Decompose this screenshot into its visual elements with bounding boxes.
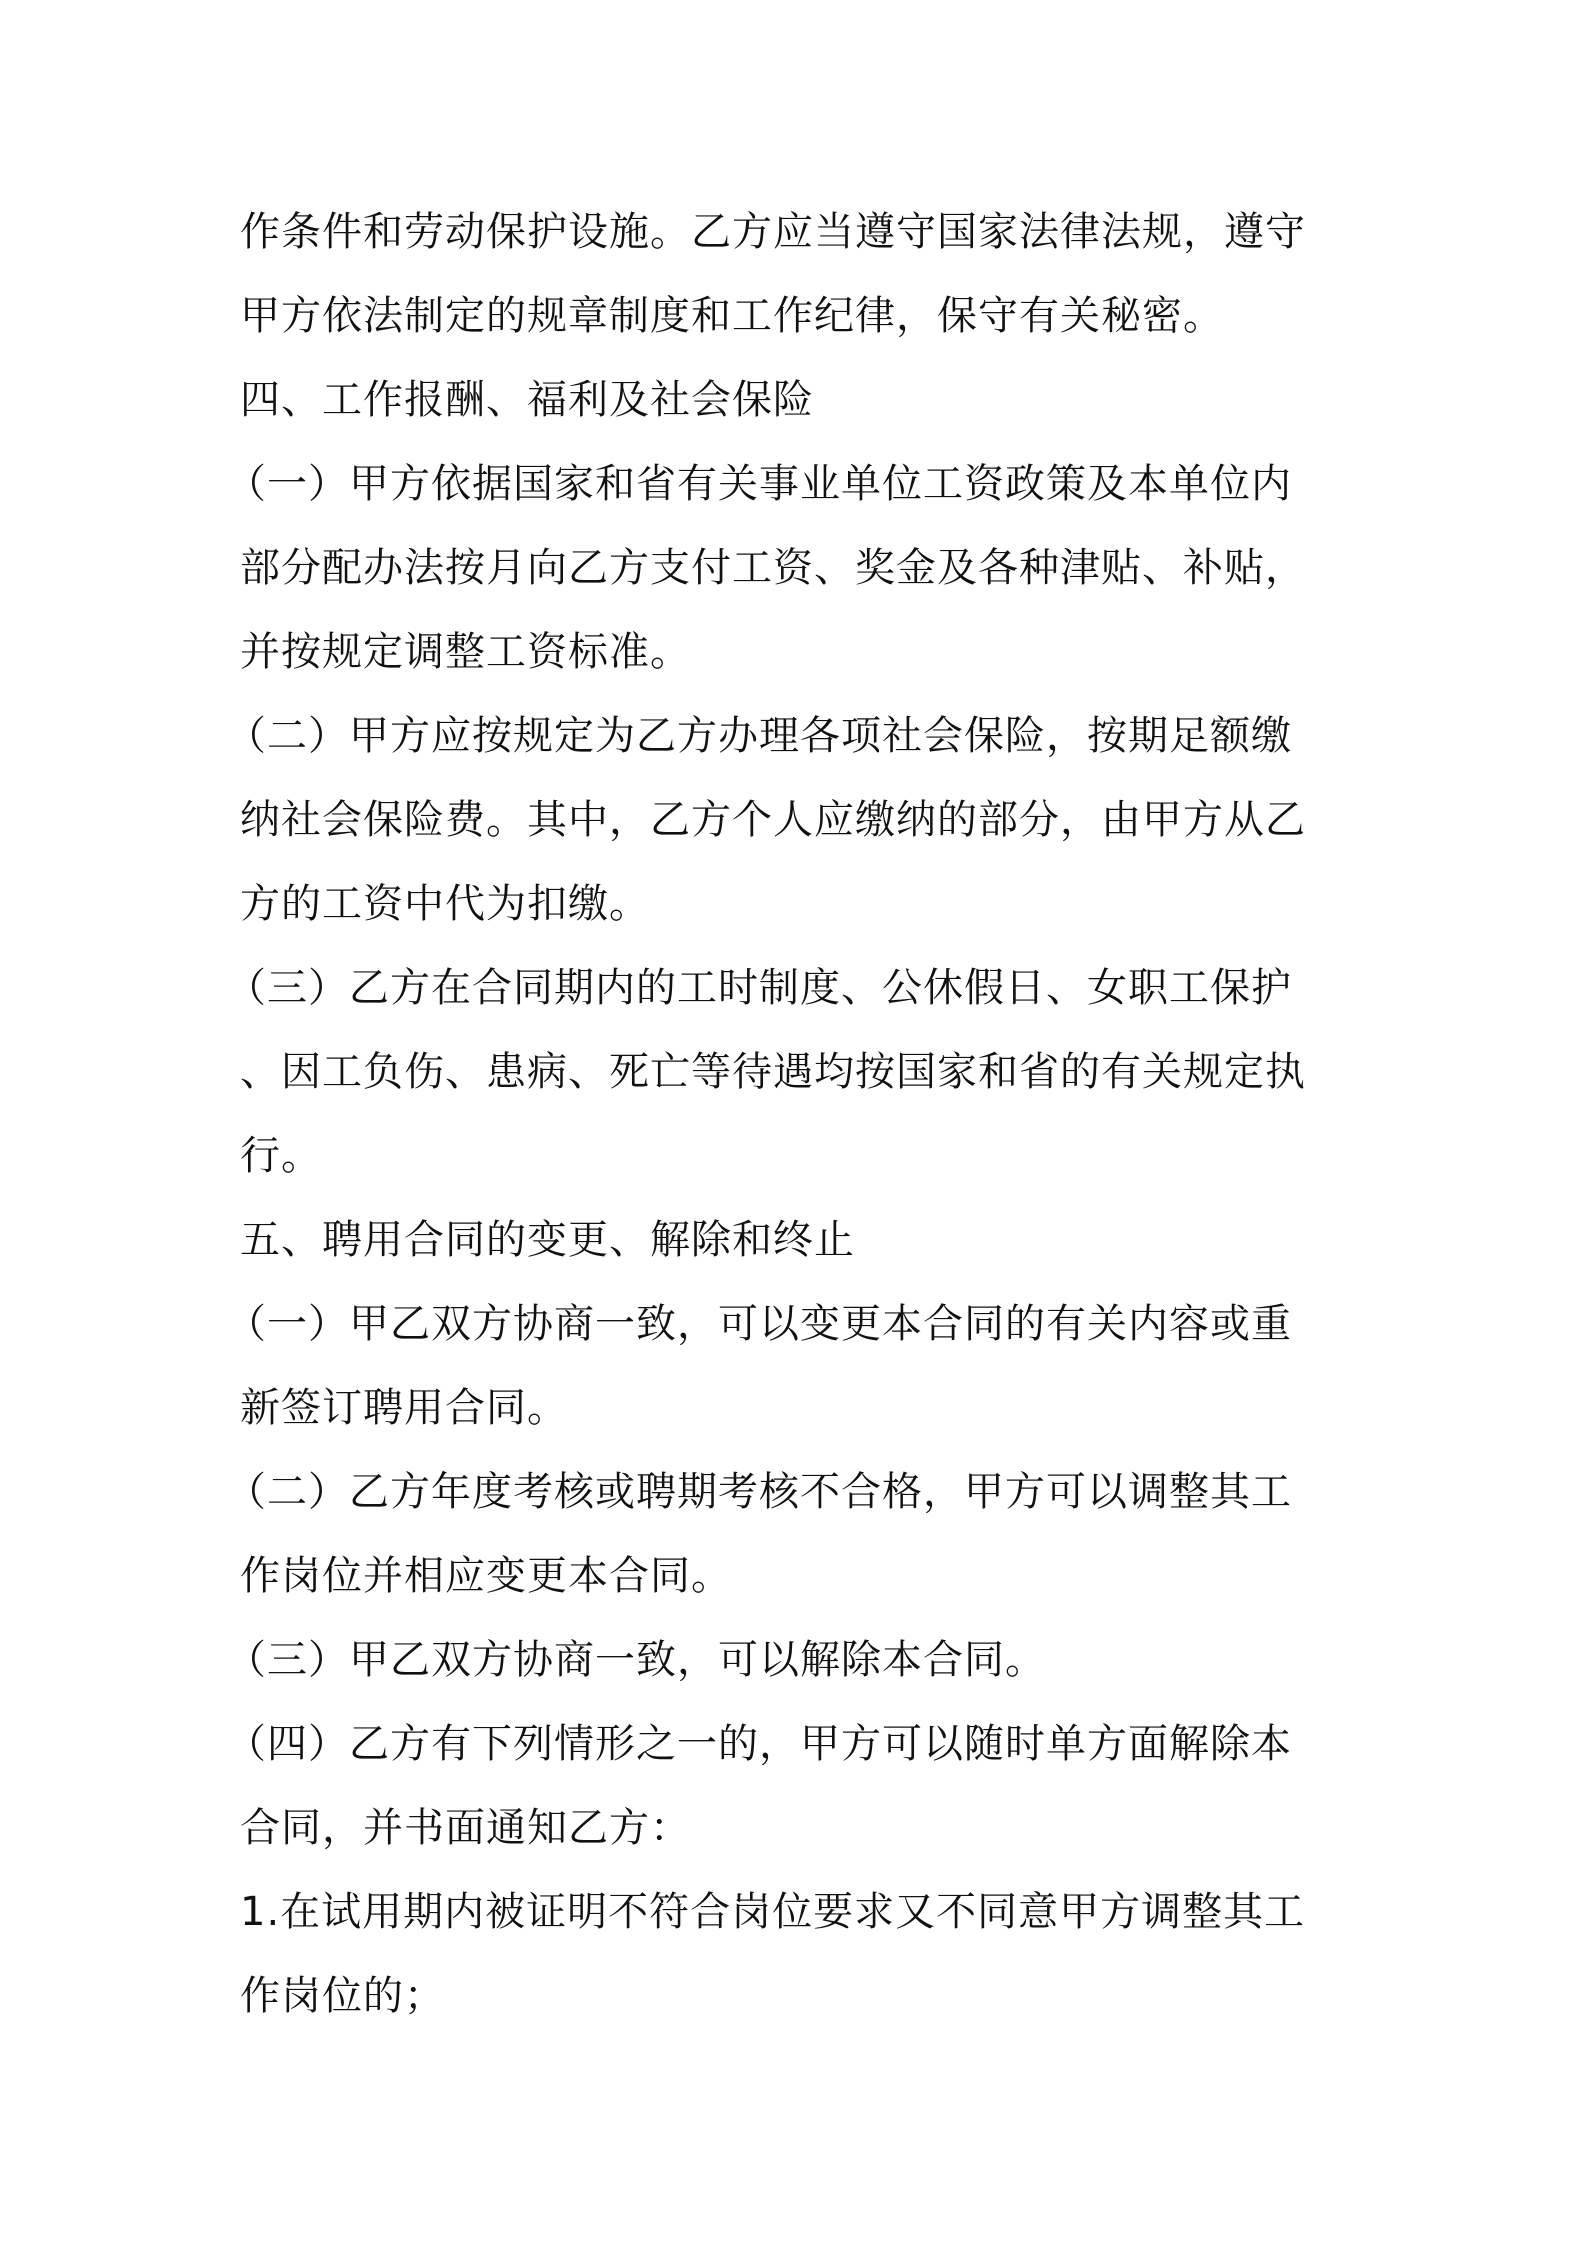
clause-line: （三）甲乙双方协商一致，可以解除本合同。 <box>226 1637 1046 1683</box>
text-line: 方的工资中代为扣缴。 <box>240 881 650 927</box>
section-heading: 四、工作报酬、福利及社会保险 <box>240 377 814 423</box>
clause-line: （四）乙方有下列情形之一的，甲方可以随时单方面解除本 <box>226 1721 1292 1767</box>
text-line: 部分配办法按月向乙方支付工资、奖金及各种津贴、补贴， <box>240 545 1306 591</box>
clause-line: （三）乙方在合同期内的工时制度、公休假日、女职工保护 <box>226 965 1292 1011</box>
text-line: 、因工负伤、患病、死亡等待遇均按国家和省的有关规定执 <box>240 1049 1306 1095</box>
text-line: 作条件和劳动保护设施。乙方应当遵守国家法律法规，遵守 <box>240 209 1306 255</box>
clause-line: （二）乙方年度考核或聘期考核不合格，甲方可以调整其工 <box>226 1469 1292 1515</box>
clause-line: （一）甲乙双方协商一致，可以变更本合同的有关内容或重 <box>226 1301 1292 1347</box>
text-line: 作岗位并相应变更本合同。 <box>240 1553 732 1599</box>
text-line: 甲方依法制定的规章制度和工作纪律，保守有关秘密。 <box>240 293 1224 339</box>
text-line: 合同，并书面通知乙方： <box>240 1805 691 1851</box>
section-heading: 五、聘用合同的变更、解除和终止 <box>240 1217 855 1263</box>
clause-line: （一）甲方依据国家和省有关事业单位工资政策及本单位内 <box>226 461 1292 507</box>
contract-text <box>226 190 1360 2038</box>
text-line: 行。 <box>240 1133 322 1179</box>
text-line: 作岗位的； <box>240 1973 445 2019</box>
text-line: 并按规定调整工资标准。 <box>240 629 691 675</box>
clause-line: （二）甲方应按规定为乙方办理各项社会保险，按期足额缴 <box>226 713 1292 759</box>
text-line: 新签订聘用合同。 <box>240 1385 568 1431</box>
numbered-item: 1.在试用期内被证明不符合岗位要求又不同意甲方调整其工 <box>240 1889 1306 1935</box>
text-line: 纳社会保险费。其中，乙方个人应缴纳的部分，由甲方从乙 <box>240 797 1306 843</box>
